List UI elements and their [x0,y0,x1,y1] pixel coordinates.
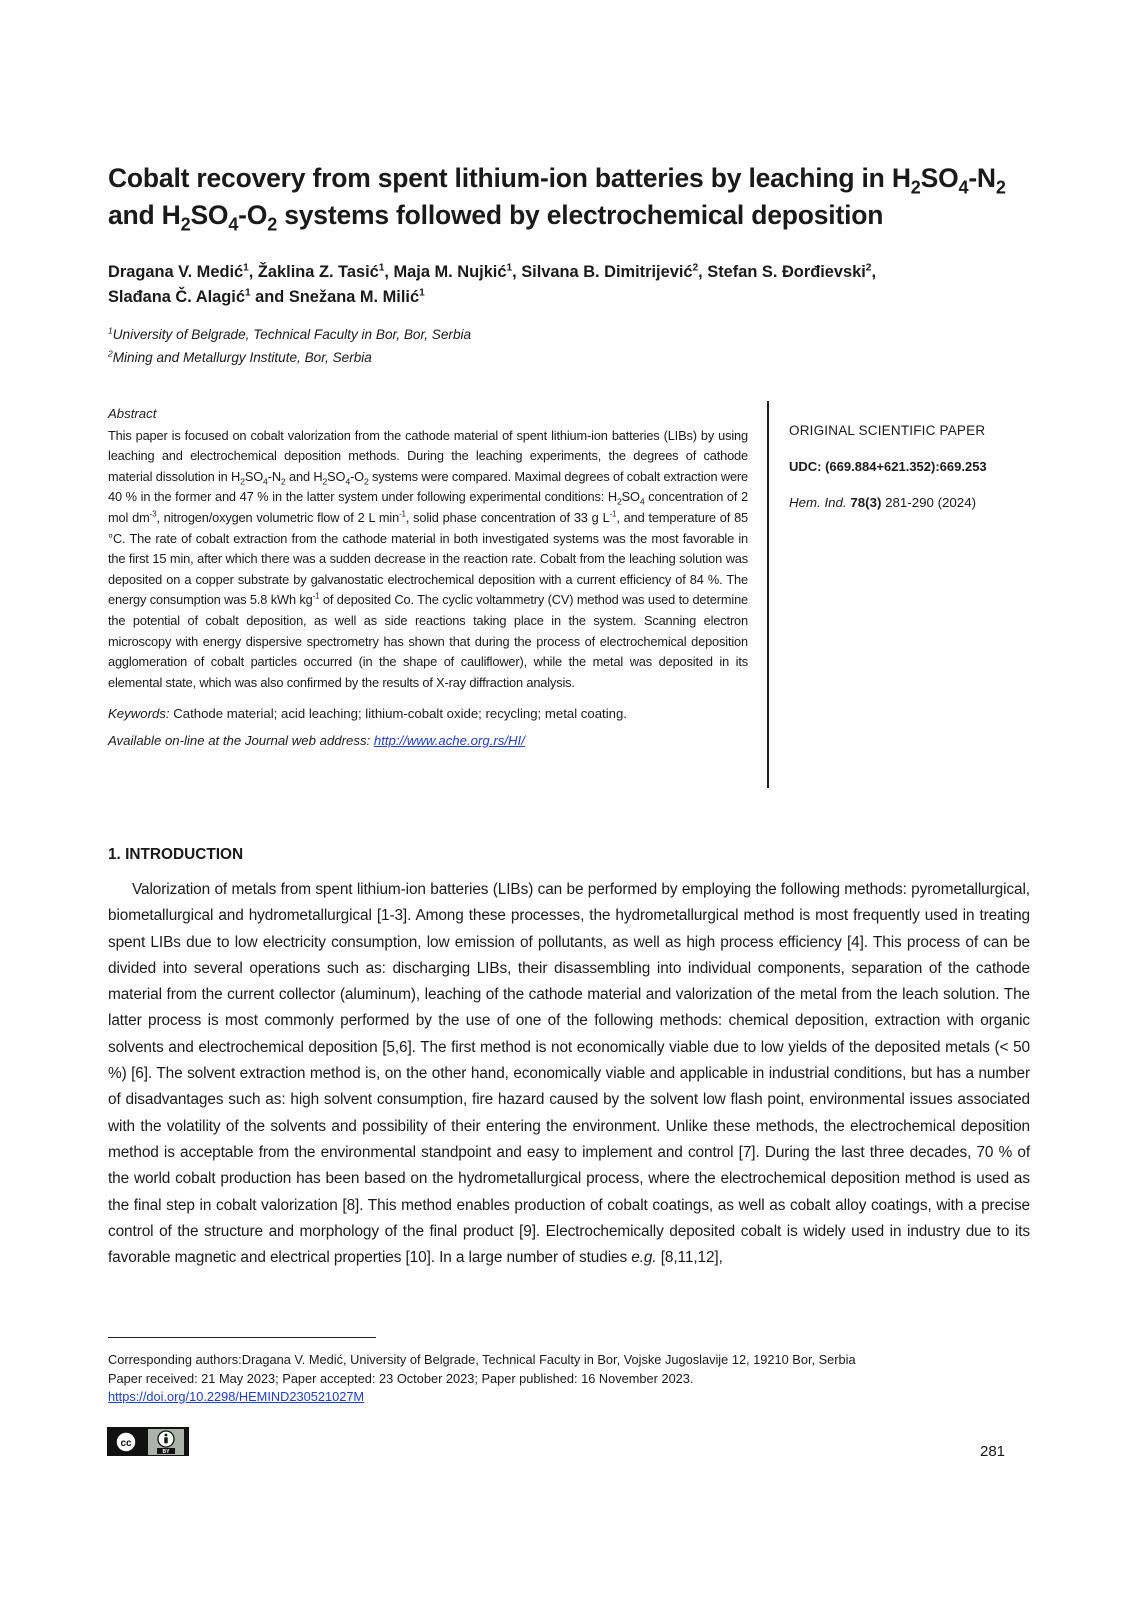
svg-text:cc: cc [119,1437,132,1449]
doi-link[interactable]: https://doi.org/10.2298/HEMIND230521027M [108,1389,365,1405]
by-attribution-icon [148,1429,184,1455]
journal-citation: Hem. Ind. 78(3) 281-290 (2024) [789,495,977,510]
paper-title [108,160,1038,234]
column-divider [767,401,769,788]
corresponding-author: Corresponding authors:Dragana V. Medić, University of Belgrade, Technical Faculty in Bor, Vojske Jugoslavije 12, 19210 Bor, Serbia [108,1352,856,1367]
abstract-heading: Abstract [108,406,157,421]
keywords-text: Cathode material; acid leaching; lithium-cobalt oxide; recycling; metal coating. [169,706,627,722]
author: Stefan S. Đorđievski$^2$, [707,262,876,281]
udc-code: UDC: (669.884+621.352):669.253 [789,459,987,474]
author: Silvana B. Dimitrijević$^2$, [521,262,708,281]
footnote-rule [108,1337,376,1338]
author: Žaklina Z. Tasić$^1$, [257,262,394,281]
author-list [108,260,1038,310]
title-line-1: Cobalt recovery from spent lithium-ion batteries by leaching in $H_2SO_4-N_2$ [108,163,1006,198]
footnote [108,1351,1038,1407]
introduction-paragraph: Valorization of metals from spent lithium-ion batteries (LIBs) can be performed by employing the following methods: pyrometallurgical, biometallurgical and hydrometallurgical [1-3]. Among these processes, the hydrometallurgical method is most frequently used in treating spent LIBs due to low electricity consumption, low emission of pollutants, as well as high process efficiency [4]. This process of can be divided into several operations such as: discharging LIBs, their disassembling into individual components, separation of the cathode material from the current collector (aluminum), leaching of the cathode material and valorization of the metal from the leach solution. The latter process is most commonly performed by the use of one of the following methods: chemical deposition, extraction with organic solvents and electrochemical deposition [5,6]. The first method is not economically viable due to low yields of the deposited metals (< 50 %) [6]. The solvent extraction method is, on the other hand, economically viable and applicable in industrial conditions, but has a number of disadvantages such as: high solvent consumption, fire hazard caused by the solvent low flash point, environmental issues associated with the volatility of the solvents and possibility of their entering the environment. Unlike these methods, the electrochemical deposition method is acceptable from the environmental standpoint and easy to implement and control [7]. During the last three decades, 70 % of the world cobalt production has been based on the hydrometallurgical process, where the electrochemical deposition method is used as the final step in cobalt valorization [8]. This method enables production of cobalt coatings, as well as cobalt alloy coatings, with a precise control of the structure and morphology of the final product [9]. Electrochemically deposited cobalt is widely used in industry due to its favorable magnetic and electrical properties [10]. In a large number of studies e.g. [8,11,12], [108,881,1030,1267]
online-availability: Available on-line at the Journal web address: http://www.ache.org.rs/HI/ [108,732,525,748]
author: Slađana Č. Alagić$^1$ and [108,287,289,306]
author: Snežana M. Milić$^1$ [288,287,425,306]
page-number: 281 [980,1443,1006,1460]
author: Maja M. Nujkić$^1$, [393,262,522,281]
title-line-2: and $H_2SO_4-O_2$ systems followed by electrochemical deposition [108,200,884,235]
keywords-label: Keywords: [108,706,170,722]
abstract-text: This paper is focused on cobalt valorization from the cathode material of spent lithium-ion batteries (LIBs) by using leaching and electrochemical deposition methods. During the leaching experiments, the degrees of cathode material dissolution in $H_2SO_4-N_2$ and $H_2SO_4-O_2$ systems were compared. Maximal degrees of cobalt extraction were 40 % in the former and 47 % in the latter system under following experimental conditions: $H_2SO_4$ concentration of 2 mol $dm^{-3}$, nitrogen/oxygen volumetric flow of 2 L $\min^{-1}$, solid phase concentration of 33 g $L^{-1}$, and temperature of 85 °C. The rate of cobalt extraction from the cathode material in both investigated systems was the most favorable in the first 15 min, after which there was a sudden decrease in the reaction rate. Cobalt from the leaching solution was deposited on a copper substrate by galvanostatic electrochemical deposition with a current efficiency of 84 %. The energy consumption was 5.8 kWh $kg^{-1}$ of deposited Co. The cyclic voltammetry (CV) method was used to determine the potential of cobalt deposition, as well as side reactions taking place in the system. Scanning electron microscopy with energy dispersive spectrometry has shown that during the process of electrochemical deposition agglomeration of cobalt particles occurred (in the shape of cauliflower), while the metal was deposited in its elemental state, which was also confirmed by the results of X-ray diffraction analysis. [108,427,749,690]
affiliation: $^1$University of Belgrade, Technical Faculty in Bor, Bor, Serbia [108,325,472,342]
cc-by-icon[interactable] [107,1427,189,1456]
paper-type: ORIGINAL SCIENTIFIC PAPER [789,423,986,438]
affiliations [108,323,808,369]
paper-info-sidebar [789,423,1029,510]
paper-dates: Paper received: 21 May 2023; Paper accepted: 23 October 2023; Paper published: 16 November 2023. [108,1370,694,1386]
svg-text:BY: BY [162,1448,169,1455]
author: Dragana V. Medić$^1$, [108,262,258,281]
journal-url-link[interactable]: http://www.ache.org.rs/HI/ [373,732,525,748]
affiliation: $^2$Mining and Metallurgy Institute, Bor, Serbia [108,348,372,365]
section-heading: 1. INTRODUCTION [108,846,244,863]
cc-icon [113,1431,139,1453]
abstract-block [108,404,748,752]
keywords [108,704,748,725]
